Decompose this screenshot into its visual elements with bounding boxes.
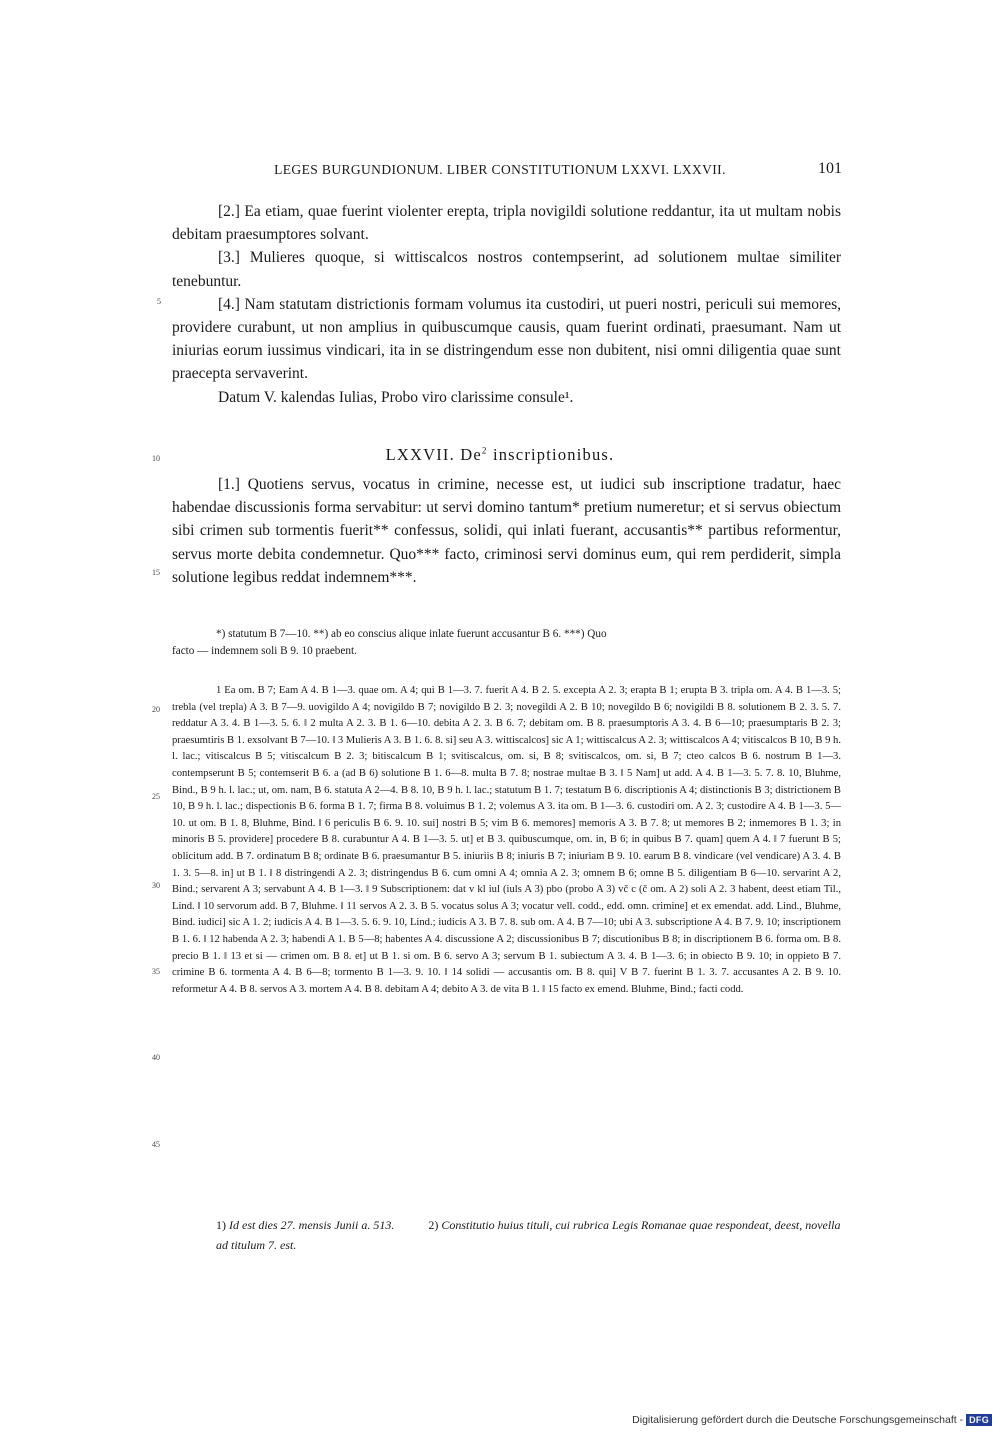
footnote-ref: 2 <box>481 445 488 456</box>
paragraph-1: [1.] Quotiens servus, vocatus in crimine, necesse est, ut iudici sub inscriptione tradatur, haec habendae discussionis forma servabitur: ut servi domino tantum* pretium numeretur; et si servus obiectum sibi crimen sub tormentis fuerit** confessus, solidi, qui inlati fuerant, accusantis** partibus reformentur, servus morte debita condemnetur. Quo*** facto, criminosi servi dominus eum, qui rem perdiderit, simpla solutione legibus reddat indemnem***. <box>172 476 841 586</box>
footnote-label: 1) <box>216 1218 226 1232</box>
dfg-logo: DFG <box>966 1414 992 1426</box>
section-word: inscriptionibus. <box>492 445 615 464</box>
line-number: 20 <box>152 705 160 714</box>
line-number: 25 <box>152 792 160 801</box>
body-text-bottom <box>172 473 841 589</box>
line-number: 5 <box>157 297 161 306</box>
footnote-text: Id est dies 27. mensis Junii a. 513. <box>229 1218 395 1232</box>
section-heading <box>0 445 1000 465</box>
line-number: 45 <box>152 1140 160 1149</box>
page-number: 101 <box>818 160 842 177</box>
section-word: De <box>460 445 482 464</box>
critical-apparatus <box>172 683 841 998</box>
star-note-line: *) statutum B 7—10. **) ab eo conscius alique inlate fuerunt accusantur B 6. ***) Quo <box>216 628 607 640</box>
star-note-line: facto — indemnem soli B 9. 10 praebent. <box>172 645 357 657</box>
apparatus-text: 1 Ea om. B 7; Eam A 4. B 1—3. quae om. A 4; qui B 1—3. 7. fuerit A 4. B 2. 5. excepta A 2. 3; erapta B 1; erupta B 3. tripla om. A 4. B 1—3. 5; trebla (vel trepla) A 3. B 7—9. uovigildo A 4; novigildo B 7; novigildo B 2. 3; novegildi A 2. B 10; novegildo B 6; novigildi B 8. solutionem B 2. 3. 5. 7. reddatur A 3. 4. B 1—3. 5. 6. ‖ 2 multa A 2. 3. B 1. 6—10. debita A 2. 3. B 6. 7; debitam om. B 8. praesumptoris A 3. 4. B 6—10; praesumptaris B 2. 3; praesumtiris B 1. exsolvant B 7—10. ‖ 3 Mulieris A 3. B 1. 6. 8. si] seu A 3. wittiscalcos] sic A 1; wittiscalcus A 2. 3; wittiscalcos A 4; vitiscalcos B 10, B 9 h. l. lac.; vitiscalcus B 5; vitiscalcum B 2. 3; bitiscalcum B 1; svitiscalcus, om. si, B 8; svitiscalcos, om. si, B 7; cteo calcos B 6. nostrum B 1—3. contempserunt B 5; contemserit B 6. a (ad B 6) solutione B 1. 6—8. multa B 7. 8; nostrae multae B 3. ‖ 5 Nam] ut add. A 4. B 1—3. 5. 7. 8. 10, Bluhme, Bind., B 9 h. l. lac.; ut, om. nam, B 6. statuta A 2—4. B 8. 10, B 9 h. l. lac.; statutum B 1. 7; testatum B 6. discriptionis A 4; distinctionis B 3; districtionem B 10, B 9 h. l. lac.; dispectionis B 6. forma B 1. 7; firma B 8. voluimus B 1. 2; volemus A 3. ita om. B 1—3. 6. custodiri om. A 2. 3; custodire A 4. B 1—3. 5—10. ut om. B 1. 8, Bluhme, Bind. ‖ 6 periculis B 6. 9. 10. sui] nostri B 5; vim B 6. memores] memoris A 3. B 7. 8; ut memores B 2; inmemores B 1. 3; in minoris B 5. providere] procedere B 8. curabuntur A 4. B 1—3. 5. ut] et B 3. quibuscumque, om. in, B 6; in quibus B 7. quam] quem A 4. ‖ 7 fuerunt B 5; oblicitum add. B 7. ordinatum B 8; ordinate B 6. praesumantur B 5. iniuriis B 8; iniuris B 7; iniuriam B 9. 10. earum B 8. vindicare (vel vendicare) A 3. 4. B 1. 3. 5—8. in] ut B 1. ‖ 8 distringendi A 2. 3; distringendus B 6. cum omni A 4; omnia A 2. 3; omnem B 6; omne B 5. diligentiam B 6—10. servarint A 2, Bind.; servarent A 3; servabunt A 4. B 1—3. ‖ 9 Subscriptionem: dat v kl iul (iuls A 3) pbo (probo A 3) vč c (č om. A 2) soli A 2. 3 habent, deest etiam Til., Lind. ‖ 10 servorum add. B 7, Bluhme. ‖ 11 servos A 2. 3. B 5. vocatus solus A 3; vocatur vell. codd., edd. omn. crimine] et ex emendat. add. Lind., Bluhme, Bind. iudici] sic A 1. 2; iudicis A 4. B 1—3. 5. 6. 9. 10, Lind.; iudicis A 3. B 7. 8. sub om. A 4. B 7—10; ubi A 3. subscriptione A 4. B 7. 9. 10; inscriptionem B 1. 6. ‖ 12 habenda A 2. 3; habendi A 1. B 5—8; habentes A 4. discussione A 2; discussionibus B 7; discutionibus B 8; in discriptionem B 6. forma om. B 8. precio B 1. ‖ 13 et si — crimen om. B 8. et] ut B 1. si om. B 6. servo A 3; servum B 1. subiectum A 3. 4. B 1—3. 6; in obiecto B 9. 10; in oppieto B 7. crimine B 6. tormenta A 4. B 6—8; tormento B 1—3. 9. 10. ‖ 14 solidi — accusantis om. B 8. qui] V B 7. fuerint B 1. 3. 7. accusantes A 2. B 9. 10. reformetur A 4. B 8. servos A 3. mortem A 4. B 8. debitam A 4; debito A 3. de vita B 1. ‖ 15 facto ex emend. Bluhme, Bind.; facti codd. <box>172 685 841 995</box>
footnotes <box>172 1215 841 1255</box>
line-number: 40 <box>152 1053 160 1062</box>
line-number: 30 <box>152 881 160 890</box>
footnote-text: Constitutio huius tituli, cui rubrica Legis Romanae quae respondeat, deest, novella ad titulum 7. est. <box>216 1218 841 1252</box>
line-number: 10 <box>152 454 160 463</box>
footnote-label: 2) <box>428 1218 439 1232</box>
body-text-top <box>172 200 841 409</box>
paragraph-2: [2.] Ea etiam, quae fuerint violenter erepta, tripla novigildi solutione reddantur, ita ut multam nobis debitam praesumptores solvant. <box>172 203 841 244</box>
paragraph-4: [4.] Nam statutam districtionis formam volumus ita custodiri, ut pueri nostri, periculi sui memores, providere curabunt, ut non amplius in quibuscumque causis, quam fuerint ordinati, praesumant. Nam ut iniurias eorum iussimus vindicari, ita in se distringendum esse non dubitent, nisi omni diligentia quae sunt praecepta servaverint. <box>172 295 841 383</box>
running-title: LEGES BURGUNDIONUM. LIBER CONSTITUTIONUM LXXVI. LXXVII. <box>274 162 726 177</box>
dating-clause: Datum V. kalendas Iulias, Probo viro clarissime consule¹. <box>218 388 574 406</box>
line-number: 35 <box>152 967 160 976</box>
line-number: 15 <box>152 568 160 577</box>
section-number: LXXVII. <box>385 445 455 464</box>
credit-text: Digitalisierung gefördert durch die Deutsche Forschungsgemeinschaft - <box>632 1414 964 1426</box>
paragraph-3: [3.] Mulieres quoque, si wittiscalcos nostros contempserint, ad solutionem multae similiter tenebuntur. <box>172 249 841 290</box>
digitization-credit <box>580 1414 992 1426</box>
